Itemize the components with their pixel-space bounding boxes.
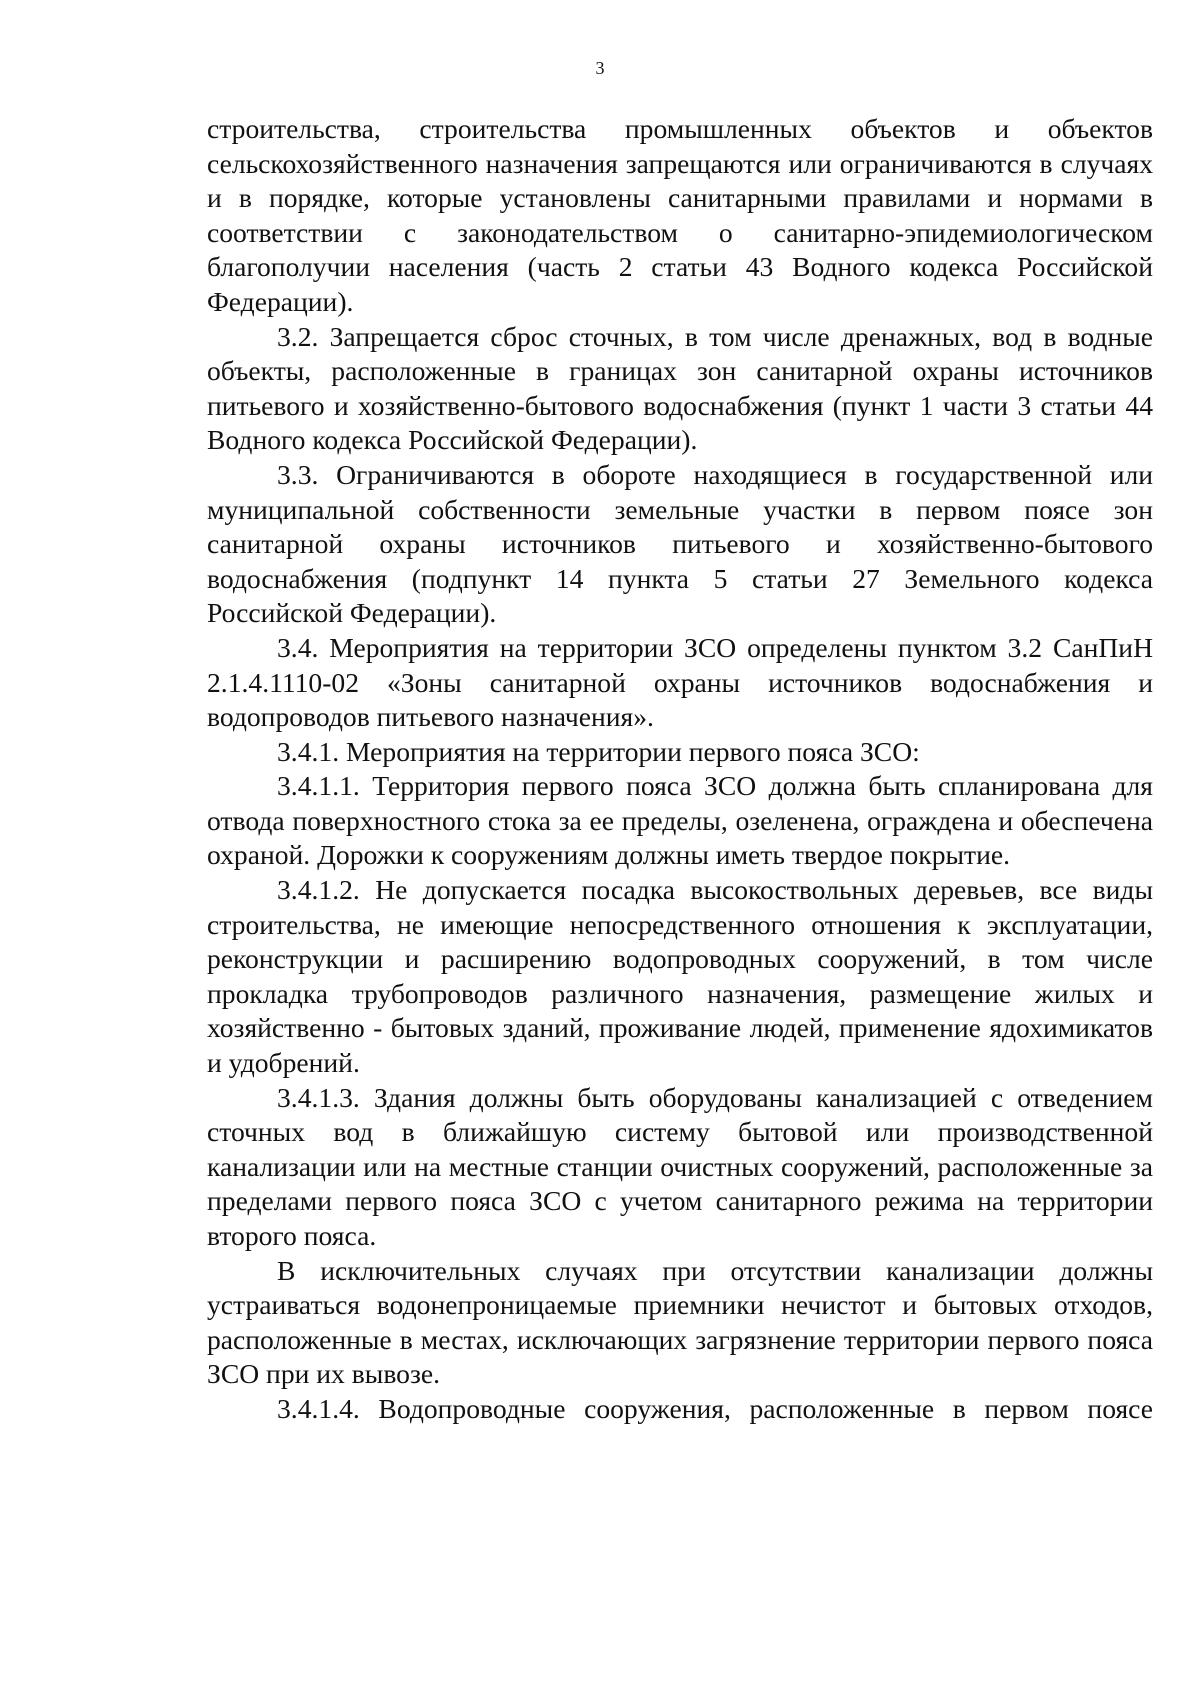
paragraph-3-2: 3.2. Запрещается сброс сточных, в том числе дренажных, вод в водные объекты, расположенные в границах зон санитарной охраны источников питьевого и хозяйственно-бытового водоснабжения (пункт 1 части 3 статьи 44 Водного кодекса Российской Федерации). xyxy=(207,320,1153,456)
document-body xyxy=(207,112,1153,1427)
paragraph-exceptional-cases: В исключительных случаях при отсутствии канализации должны устраиваться водонепроницаемые приемники нечистот и бытовых отходов, расположенные в местах, исключающих загрязнение территории первого пояса ЗСО при их вывозе. xyxy=(207,1254,1153,1390)
paragraph-3-4: 3.4. Мероприятия на территории ЗСО определены пунктом 3.2 СанПиН 2.1.4.1110-02 «Зоны санитарной охраны источников водоснабжения и водопроводов питьевого назначения». xyxy=(207,631,1153,733)
page-number: 3 xyxy=(595,58,605,78)
paragraph-3-4-1-2: 3.4.1.2. Не допускается посадка высокоствольных деревьев, все виды строительства, не имеющие непосредственного отношения к эксплуатации, реконструкции и расширению водопроводных сооружений, в том числе прокладка трубопроводов различного назначения, размещение жилых и хозяйственно - бытовых зданий, проживание людей, применение ядохимикатов и удобрений. xyxy=(207,874,1153,1079)
paragraph-continuation: строительства, строительства промышленных объектов и объектов сельскохозяйственного назначения запрещаются или ограничиваются в случаях и в порядке, которые установлены санитарными правилами и нормами в соответствии с законодательством о санитарно-эпидемиологическом благополучии населения (часть 2 статьи 43 Водного кодекса Российской Федерации). xyxy=(207,113,1153,317)
paragraph-3-4-1-1: 3.4.1.1. Территория первого пояса ЗСО должна быть спланирована для отвода поверхностного стока за ее пределы, озеленена, ограждена и обеспечена охраной. Дорожки к сооружениям должны иметь твердое покрытие. xyxy=(207,770,1153,871)
paragraph-3-4-1: 3.4.1. Мероприятия на территории первого пояса ЗСО: xyxy=(277,735,920,767)
paragraph-3-4-1-4: 3.4.1.4. Водопроводные сооружения, расположенные в первом поясе xyxy=(277,1392,1153,1424)
paragraph-3-4-1-3: 3.4.1.3. Здания должны быть оборудованы канализацией с отведением сточных вод в ближайшую систему бытовой или производственной канализации или на местные станции очистных сооружений, расположенные за пределами первого пояса ЗСО с учетом санитарного режима на территории второго пояса. xyxy=(207,1081,1153,1251)
paragraph-3-3: 3.3. Ограничиваются в обороте находящиеся в государственной или муниципальной собственности земельные участки в первом поясе зон санитарной охраны источников питьевого и хозяйственно-бытового водоснабжения (подпункт 14 пункта 5 статьи 27 Земельного кодекса Российской Федерации). xyxy=(207,458,1153,629)
